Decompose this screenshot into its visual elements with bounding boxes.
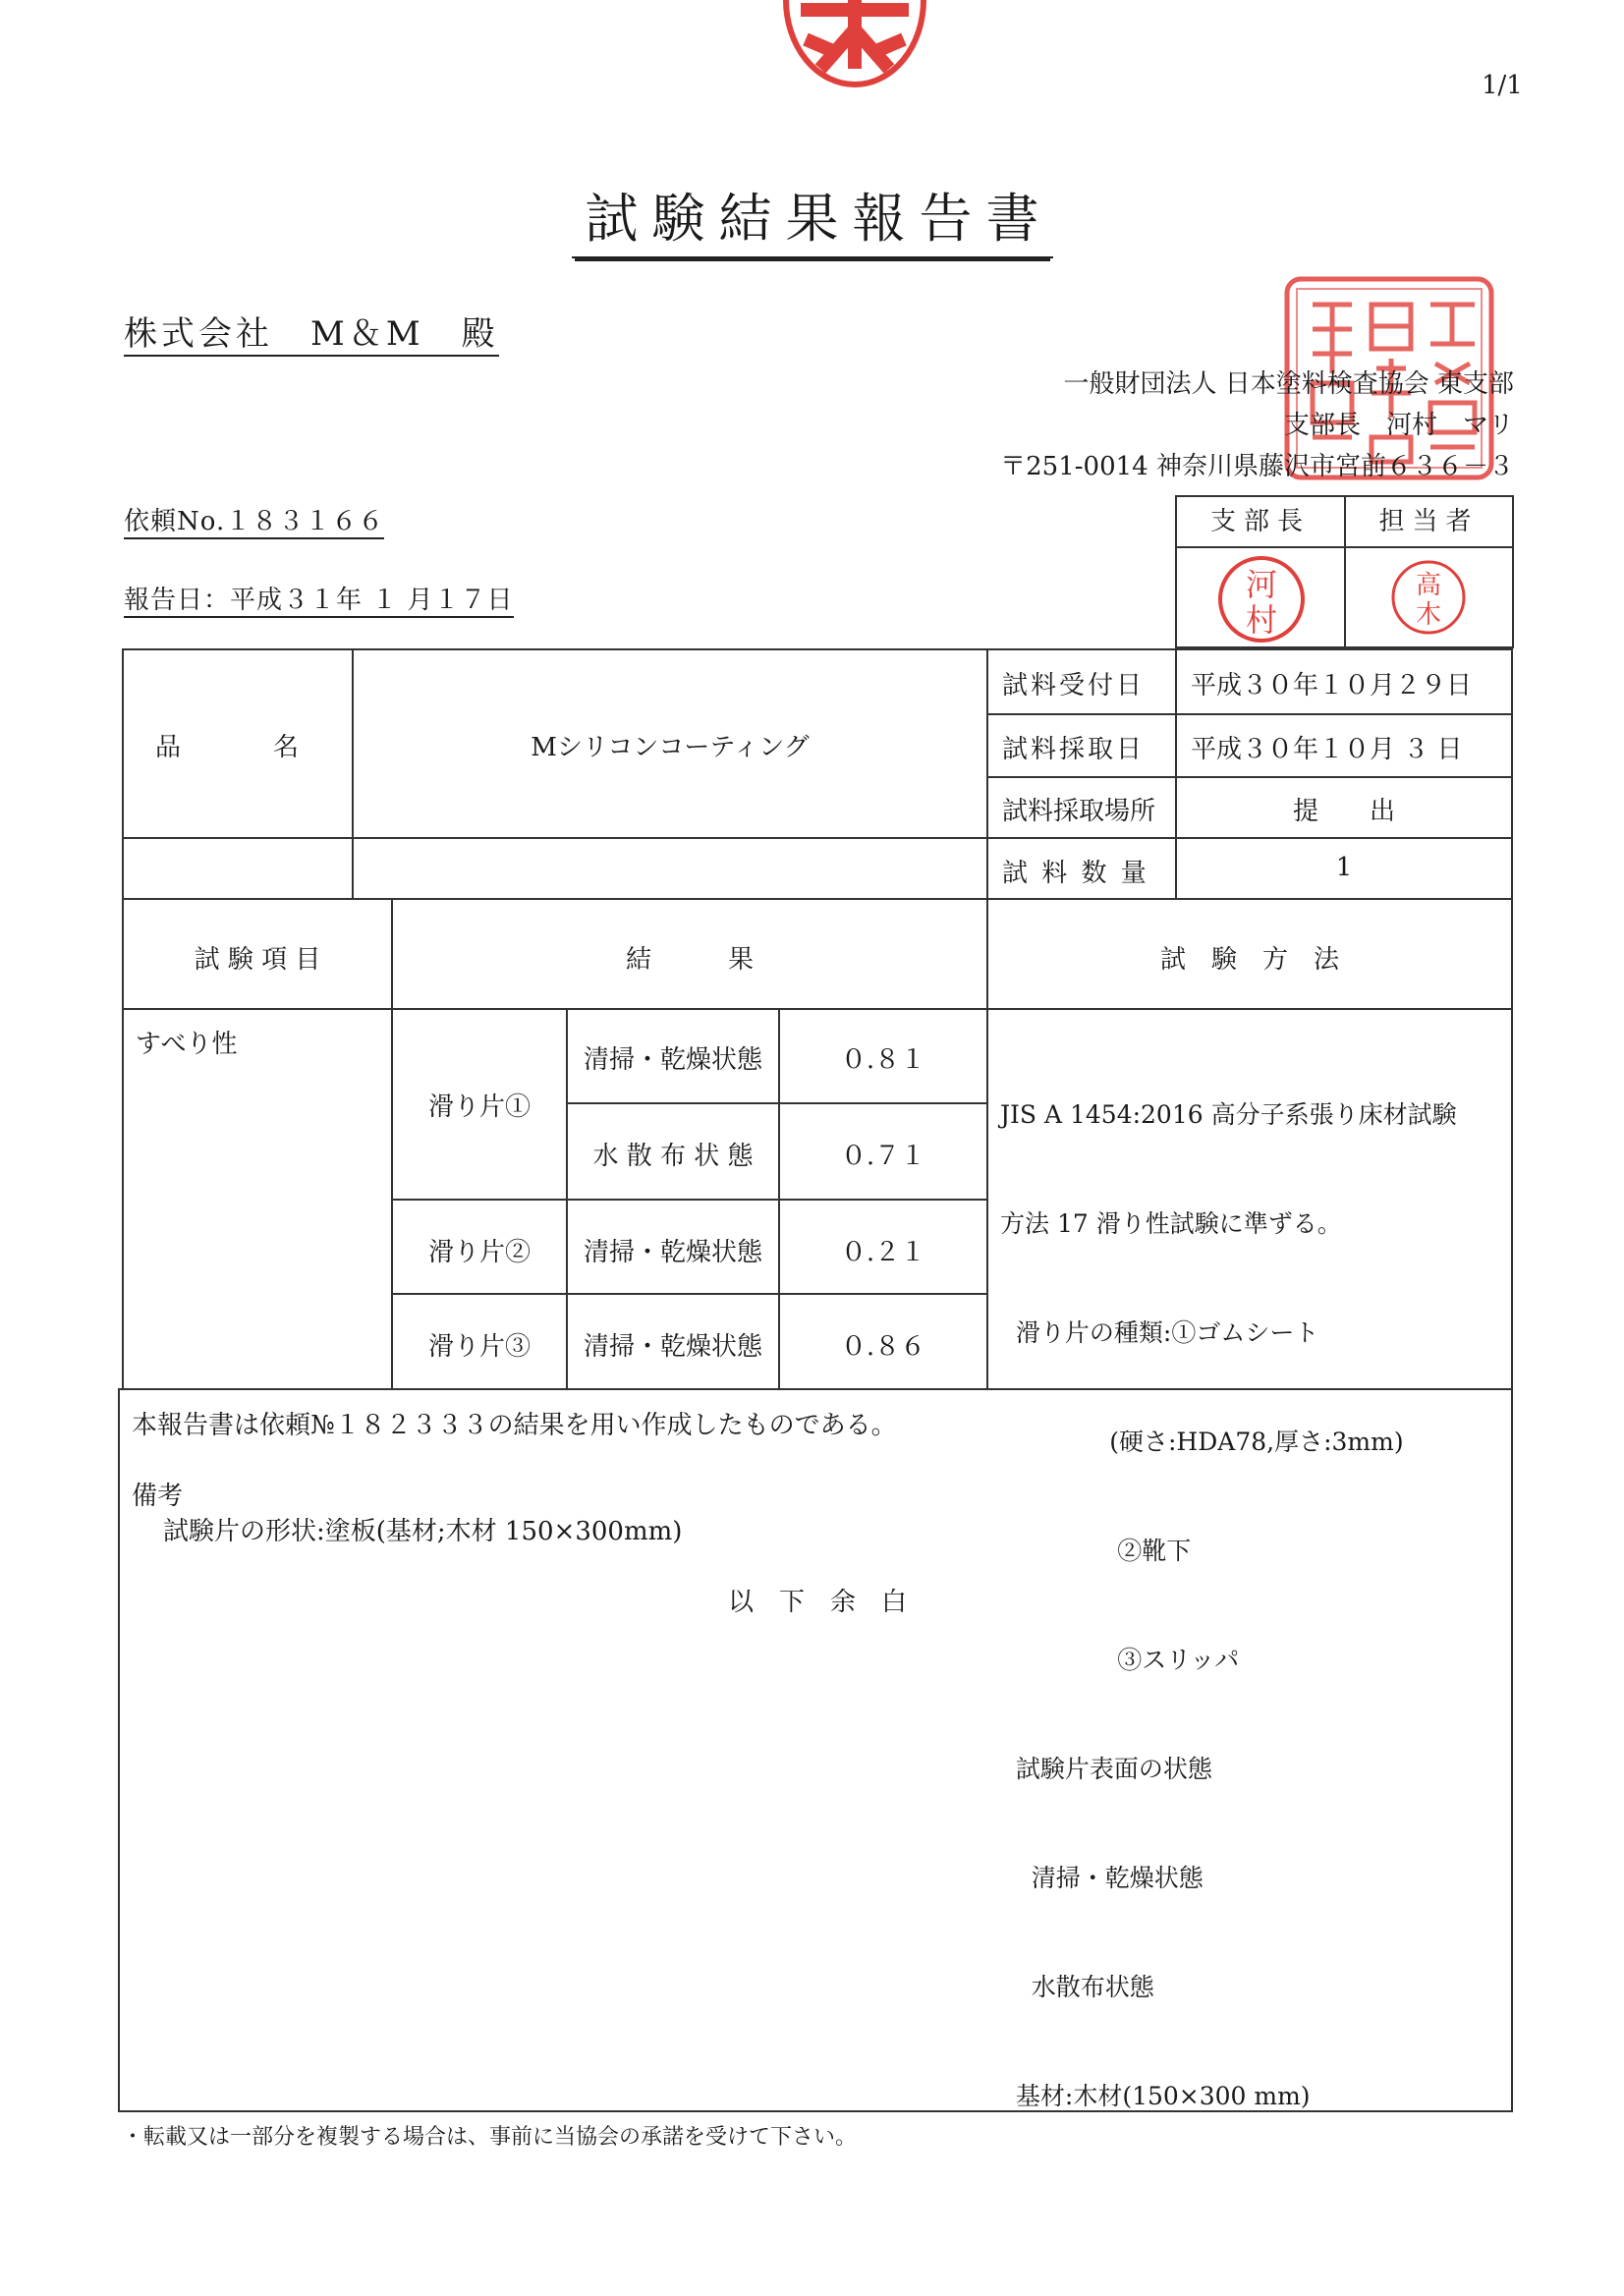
remarks-text: 試験片の形状:塗板(基材;木材 150×300mm): [163, 1517, 683, 1546]
manager-seal-stamp: [1177, 548, 1346, 646]
value-row-4: ０.８６: [840, 1332, 926, 1362]
method-line: (硬さ:HDA78,厚さ:3mm): [1000, 1428, 1404, 1456]
receipt-date-label: 試料受付日: [1002, 671, 1146, 700]
sample-name-value: Mシリコンコーティング: [531, 733, 810, 762]
end-mark: 以 下 余 白: [727, 1588, 907, 1617]
person-seal: [1346, 548, 1512, 646]
method-line: 水散布状態: [1000, 1973, 1154, 2001]
method-line: JIS A 1454:2016 高分子系張り床材試験: [1000, 1100, 1457, 1129]
note-source: 本報告書は依頼№１８２３３３の結果を用い作成したものである。: [132, 1411, 897, 1440]
sample-quantity-label: 試 料 数 量: [1002, 859, 1149, 888]
method-line: ③スリッパ: [1000, 1646, 1240, 1674]
method-line: 方法 17 滑り性試験に準ずる。: [1000, 1209, 1342, 1238]
report-date: 報告日：平成３１年 １ 月１７日: [124, 580, 514, 618]
person-seal-stamp: [1346, 548, 1512, 646]
person-seal-text-2: 木: [1415, 600, 1442, 630]
issuer-manager: 支部長 河村 マリ: [1283, 411, 1514, 440]
slip-piece-2: 滑り片②: [427, 1238, 531, 1267]
slip-piece-1: 滑り片①: [427, 1092, 531, 1122]
results-header-item: 試 験 項 目: [194, 945, 321, 975]
manager-seal: [1177, 548, 1346, 646]
collection-place-label: 試料採取場所: [1002, 797, 1156, 826]
collection-date-label: 試料採取日: [1002, 735, 1146, 764]
value-row-1: ０.８１: [840, 1045, 926, 1075]
results-header-result: 結 果: [625, 945, 754, 975]
approval-header-manager: 支部長: [1177, 497, 1346, 548]
method-line: 清掃・乾燥状態: [1000, 1864, 1204, 1892]
condition-row-3: 清掃・乾燥状態: [583, 1238, 762, 1267]
footer-note: ・転載又は一部分を複製する場合は、事前に当協会の承諾を受けて下さい。: [122, 2125, 858, 2150]
method-line: 試験片表面の状態: [1000, 1755, 1212, 1783]
condition-row-4: 清掃・乾燥状態: [583, 1332, 762, 1362]
issuer-block: [1000, 364, 1514, 487]
collection-place-value: 提 出: [1292, 797, 1395, 826]
value-row-3: ０.２１: [840, 1238, 926, 1267]
approval-header-person: 担当者: [1346, 497, 1512, 548]
sample-name-label: 品 名: [155, 733, 304, 762]
slip-piece-3: 滑り片③: [427, 1332, 531, 1362]
method-line: 基材:木材(150×300 mm): [1000, 2082, 1311, 2110]
approval-box: [1175, 495, 1514, 648]
issuer-organization: 一般財団法人 日本塗料検査協会 東支部: [1063, 369, 1514, 399]
value-row-2: ０.７１: [840, 1142, 926, 1171]
recipient: 株式会社 M＆M 殿: [124, 307, 499, 357]
manager-seal-text-1: 河: [1245, 566, 1278, 603]
manager-seal-text-2: 村: [1245, 601, 1278, 639]
method-line: ②靴下: [1000, 1537, 1192, 1565]
test-item-name: すべり性: [136, 1030, 238, 1059]
issuer-address: 〒251-0014 神奈川県藤沢市宮前６３６－３: [1000, 452, 1514, 481]
receipt-date-value: 平成３０年１０月２９日: [1191, 671, 1473, 700]
document-title: 試験結果報告書: [0, 177, 1624, 258]
sample-quantity-value: 1: [1335, 853, 1353, 882]
person-seal-text-1: 高: [1415, 571, 1442, 600]
collection-date-value: 平成３０年１０月 ３ 日: [1191, 735, 1463, 764]
method-line: 滑り片の種類:①ゴムシート: [1000, 1318, 1319, 1347]
remarks-label: 備考: [132, 1482, 184, 1511]
top-seal-stamp: [781, 0, 928, 88]
page-number: 1/1: [1482, 71, 1523, 100]
results-header-method: 試 験 方 法: [1159, 945, 1339, 975]
condition-row-1: 清掃・乾燥状態: [583, 1045, 762, 1075]
condition-row-2: 水 散 布 状 態: [592, 1142, 754, 1171]
request-number: 依頼No.１８３１６６: [124, 501, 384, 539]
